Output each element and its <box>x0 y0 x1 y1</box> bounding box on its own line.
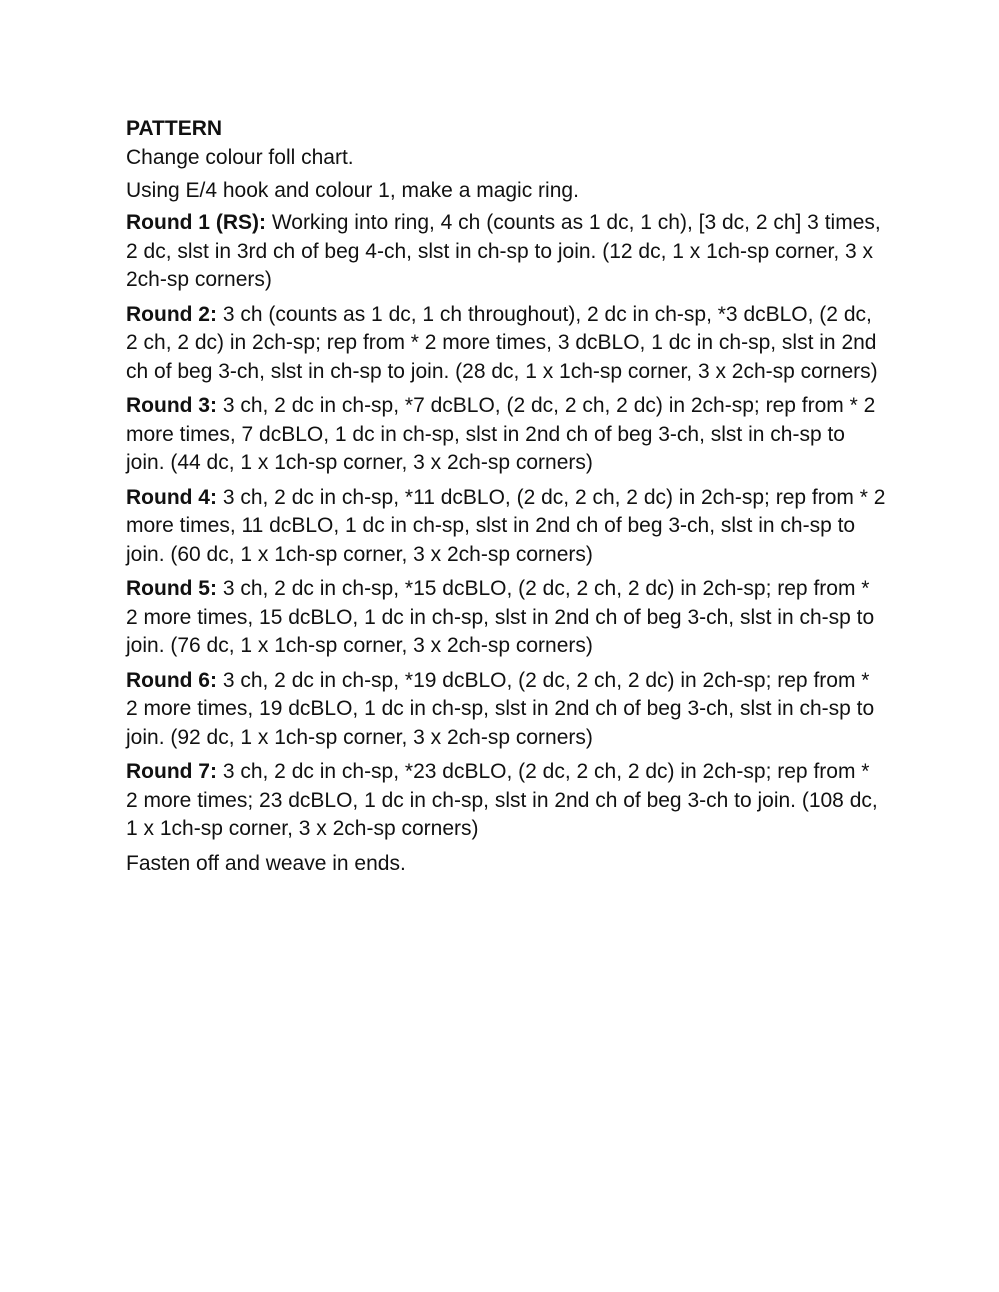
round-label: Round 4: <box>126 485 217 509</box>
round-7-paragraph <box>126 758 886 844</box>
round-1-paragraph <box>126 209 886 295</box>
intro-line-hook: Using E/4 hook and colour 1, make a magic ring. <box>126 178 579 202</box>
round-instructions: 3 ch, 2 dc in ch-sp, *19 dcBLO, (2 dc, 2 ch, 2 dc) in 2ch-sp; rep from * 2 more times, 19 dcBLO, 1 dc in ch-sp, slst in 2nd ch of beg 3-ch, slst in ch-sp to join. (92 dc, 1 x 1ch-sp corner, 3 x 2ch-sp corners) <box>126 668 875 749</box>
round-instructions: Working into ring, 4 ch (counts as 1 dc, 1 ch), [3 dc, 2 ch] 3 times, 2 dc, slst in 3rd ch of beg 4-ch, slst in ch-sp to join. (12 dc, 1 x 1ch-sp corner, 3 x 2ch-sp corners) <box>126 211 881 291</box>
round-instructions: 3 ch, 2 dc in ch-sp, *23 dcBLO, (2 dc, 2 ch, 2 dc) in 2ch-sp; rep from * 2 more times; 23 dcBLO, 1 dc in ch-sp, slst in 2nd ch of beg 3-ch to join. (108 dc, 1 x 1ch-sp corner, 3 x 2ch-sp corners) <box>126 760 878 840</box>
pattern-page <box>126 114 886 884</box>
round-label: Round 1 (RS): <box>126 211 266 234</box>
section-heading: PATTERN <box>126 117 223 140</box>
round-2-paragraph <box>126 301 886 387</box>
round-6-paragraph <box>126 667 886 753</box>
round-instructions: 3 ch, 2 dc in ch-sp, *7 dcBLO, (2 dc, 2 ch, 2 dc) in 2ch-sp; rep from * 2 more times, 7 dcBLO, 1 dc in ch-sp, slst in 2nd ch of beg 3-ch, slst in ch-sp to join. (44 dc, 1 x 1ch-sp corner, 3 x 2ch-sp corners) <box>126 394 876 474</box>
round-label: Round 7: <box>126 760 217 783</box>
round-instructions: 3 ch (counts as 1 dc, 1 ch throughout), 2 dc in ch-sp, *3 dcBLO, (2 dc, 2 ch, 2 dc) in 2ch-sp; rep from * 2 more times, 3 dcBLO, 1 dc in ch-sp, slst in 2nd ch of beg 3-ch, slst in ch-sp to join. (28 dc, 1 x 1ch-sp corner, 3 x 2ch-sp corners) <box>126 302 878 383</box>
round-5-paragraph <box>126 575 886 661</box>
round-label: Round 6: <box>126 668 217 692</box>
closing-instruction: Fasten off and weave in ends. <box>126 851 406 875</box>
round-4-paragraph <box>126 484 886 570</box>
round-3-paragraph <box>126 392 886 478</box>
round-label: Round 2: <box>126 302 217 326</box>
round-instructions: 3 ch, 2 dc in ch-sp, *11 dcBLO, (2 dc, 2 ch, 2 dc) in 2ch-sp; rep from * 2 more times, 11 dcBLO, 1 dc in ch-sp, slst in 2nd ch of beg 3-ch, slst in ch-sp to join. (60 dc, 1 x 1ch-sp corner, 3 x 2ch-sp corners) <box>126 485 886 566</box>
intro-line-colour: Change colour foll chart. <box>126 146 354 169</box>
round-label: Round 5: <box>126 577 217 600</box>
round-instructions: 3 ch, 2 dc in ch-sp, *15 dcBLO, (2 dc, 2 ch, 2 dc) in 2ch-sp; rep from * 2 more times, 15 dcBLO, 1 dc in ch-sp, slst in 2nd ch of beg 3-ch, slst in ch-sp to join. (76 dc, 1 x 1ch-sp corner, 3 x 2ch-sp corners) <box>126 577 875 657</box>
round-label: Round 3: <box>126 394 217 417</box>
